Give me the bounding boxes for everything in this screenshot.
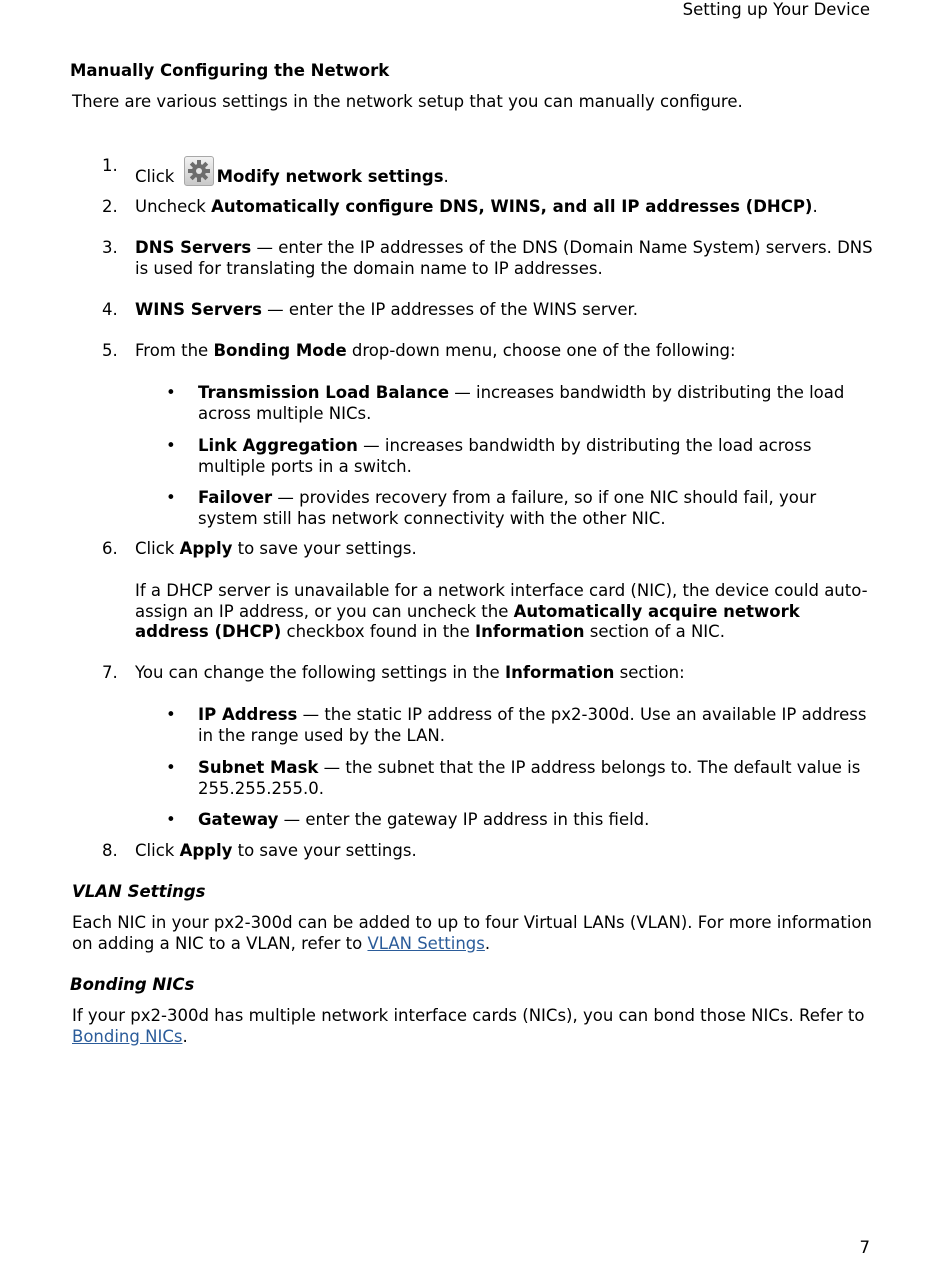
vlan-paragraph: Each NIC in your px2-300d can be added to up to four Virtual LANs (VLAN). For more information on adding a NIC to a VLAN, refer to VLAN Settings. [72,913,872,953]
section-title-manual-config: Manually Configuring the Network [70,61,390,80]
bullet-marker: • [166,705,176,724]
gear-icon [184,156,214,186]
step-number: 2. [102,197,118,216]
step-number: 5. [102,341,118,360]
bullet-marker: • [166,758,176,777]
bullet-marker: • [166,488,176,507]
running-header: Setting up Your Device [682,0,870,19]
bonding-paragraph: If your px2-300d has multiple network interface cards (NICs), you can bond those NICs. Refer to Bonding NICs. [72,1006,865,1046]
page-number: 7 [859,1238,870,1257]
vlan-settings-link[interactable]: VLAN Settings [367,933,485,953]
step-number: 6. [102,539,118,558]
document-page: Setting up Your Device Manually Configuring the Network There are various settings in the network setup that you can manually configure. 1. Click Modify network settings. 2. Uncheck Automatically configure DNS, WINS, and all IP addresses (DHCP). 3. DNS Servers — enter the IP addresses of the DNS (Domain Name System) servers. DNS is used for translating the domain name to IP addresses. 4. WINS Servers — enter the IP addresses of the WINS server. 5. From the Bonding Mode drop-down menu, choose one of the following: • Transmission Load Balance — increases bandwidth by distributing the load across multiple NICs. • Link Aggregation — increases bandwidth by distributing the load across multiple ports in a switch. • Failover — provides recovery from a failure, so if one NIC should fail, your system still has network connectivity with the other NIC. 6. Click Apply to save your settings. If a DHCP server is unavailable for a network interface card (NIC), the device could auto-assign an IP address, or you can uncheck the Automatically acquire network address (DHCP) checkbox found in the Information section of a NIC. 7. You can change the following settings in the Information section: • IP Address — the static IP address of the px2-300d. Use an available IP address in the range used by the LAN. • Subnet Mask — the subnet that the IP address belongs to. The default value is 255.255.255.0. • Gateway — enter the gateway IP address in this field. 8. Click Apply to save your settings. VLAN Settings Each NIC in your px2-300d can be added to up to four Virtual LANs (VLAN). For more information on adding a NIC to a VLAN, refer to VLAN Settings. Bonding NICs If your px2-300d has multiple network interface cards (NICs), you can bond those NICs. Refer to Bonding NICs. 7 [70,0,873,1257]
step-number: 8. [102,841,118,860]
section-title-vlan: VLAN Settings [72,882,206,901]
modify-network-settings-label: Modify network settings [216,167,444,186]
step-number: 7. [102,663,118,682]
bullet-marker: • [166,810,176,829]
bullet-marker: • [166,436,176,455]
step-number: 4. [102,300,118,319]
intro-paragraph: There are various settings in the network setup that you can manually configure. [72,92,743,111]
bullet-marker: • [166,383,176,402]
step-number: 3. [102,238,118,257]
section-title-bonding: Bonding NICs [70,975,195,994]
step-number: 1. [102,156,118,175]
bonding-nics-link[interactable]: Bonding NICs [72,1026,183,1046]
